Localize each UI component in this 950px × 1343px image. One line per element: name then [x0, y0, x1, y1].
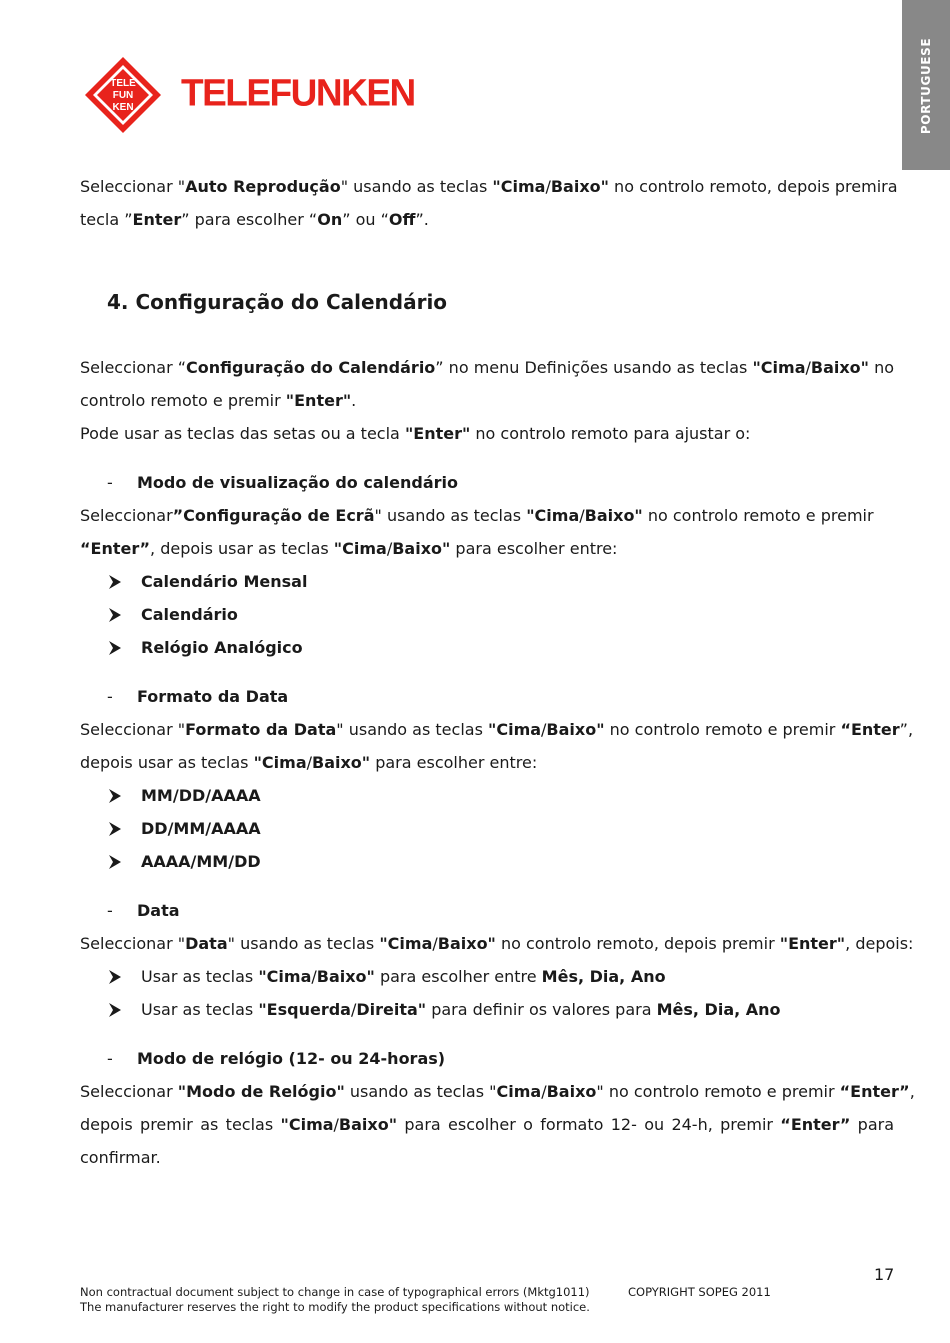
- display-mode-title: Modo de visualização do calendário: [137, 473, 458, 492]
- list-item: Usar as teclas "Cima/Baixo" para escolher entre Mês, Dia, Ano: [141, 967, 666, 986]
- section-line-3: Pode usar as teclas das setas ou a tecla "Enter" no controlo remoto para ajustar o:: [80, 424, 751, 443]
- arrow-bullet-icon: [107, 640, 123, 656]
- svg-text:®: ®: [120, 126, 126, 133]
- page-number: 17: [874, 1265, 895, 1284]
- language-tab: [902, 0, 950, 170]
- date-format-line-2: depois usar as teclas "Cima/Baixo" para escolher entre:: [80, 753, 538, 772]
- list-item: Calendário Mensal: [141, 572, 308, 591]
- date-line-1: Seleccionar "Data" usando as teclas "Cima/Baixo" no controlo remoto, depois premir "Enter", depois:: [80, 934, 914, 953]
- list-item: AAAA/MM/DD: [141, 852, 261, 871]
- intro-line-1: Seleccionar "Auto Reprodução" usando as teclas "Cima/Baixo" no controlo remoto, depois premira: [80, 177, 898, 196]
- display-mode-line-2: “Enter”, depois usar as teclas "Cima/Baixo" para escolher entre:: [80, 539, 618, 558]
- language-tab-label: PORTUGUESE: [919, 37, 933, 135]
- dash-marker: -: [107, 687, 113, 706]
- intro-line-2: tecla ”Enter” para escolher “On” ou “Off”.: [80, 210, 429, 229]
- list-item: Relógio Analógico: [141, 638, 303, 657]
- date-format-line-1: Seleccionar "Formato da Data" usando as teclas "Cima/Baixo" no controlo remoto e premir “Enter”,: [80, 720, 914, 739]
- section-heading: 4. Configuração do Calendário: [107, 290, 448, 314]
- list-item: Usar as teclas "Esquerda/Direita" para definir os valores para Mês, Dia, Ano: [141, 1000, 781, 1019]
- arrow-bullet-icon: [107, 854, 123, 870]
- svg-text:KEN: KEN: [112, 102, 134, 113]
- svg-text:TELE: TELE: [110, 78, 136, 89]
- dash-marker: -: [107, 1049, 113, 1068]
- arrow-bullet-icon: [107, 821, 123, 837]
- clock-mode-line-3: confirmar.: [80, 1148, 161, 1167]
- brand-name: TELEFUNKEN: [181, 71, 415, 114]
- dash-marker: -: [107, 901, 113, 920]
- list-item: DD/MM/AAAA: [141, 819, 261, 838]
- display-mode-line-1: Seleccionar”Configuração de Ecrã" usando as teclas "Cima/Baixo" no controlo remoto e premir: [80, 506, 874, 525]
- list-item: Calendário: [141, 605, 238, 624]
- section-line-2: controlo remoto e premir "Enter".: [80, 391, 357, 410]
- clock-mode-line-1: Seleccionar "Modo de Relógio" usando as teclas "Cima/Baixo" no controlo remoto e premir “Enter”,: [80, 1082, 915, 1101]
- arrow-bullet-icon: [107, 607, 123, 623]
- svg-text:FUN: FUN: [112, 90, 134, 101]
- date-title: Data: [137, 901, 180, 920]
- list-item: MM/DD/AAAA: [141, 786, 261, 805]
- section-line-1: Seleccionar “Configuração do Calendário” no menu Definições usando as teclas "Cima/Baixo" no: [80, 358, 895, 377]
- arrow-bullet-icon: [107, 1002, 123, 1018]
- footer-notice: The manufacturer reserves the right to modify the product specifications without notice.: [80, 1300, 590, 1314]
- clock-mode-title: Modo de relógio (12- ou 24-horas): [137, 1049, 446, 1068]
- arrow-bullet-icon: [107, 788, 123, 804]
- dash-marker: -: [107, 473, 113, 492]
- clock-mode-line-2: depois premir as teclas "Cima/Baixo" para escolher o formato 12- ou 24-h, premir “Enter” para: [80, 1115, 895, 1134]
- date-format-title: Formato da Data: [137, 687, 289, 706]
- arrow-bullet-icon: [107, 574, 123, 590]
- telefunken-logo-icon: [84, 56, 162, 134]
- arrow-bullet-icon: [107, 969, 123, 985]
- footer-disclaimer: Non contractual document subject to change in case of typographical errors (Mktg1011): [80, 1285, 590, 1299]
- footer-copyright: COPYRIGHT SOPEG 2011: [628, 1285, 771, 1299]
